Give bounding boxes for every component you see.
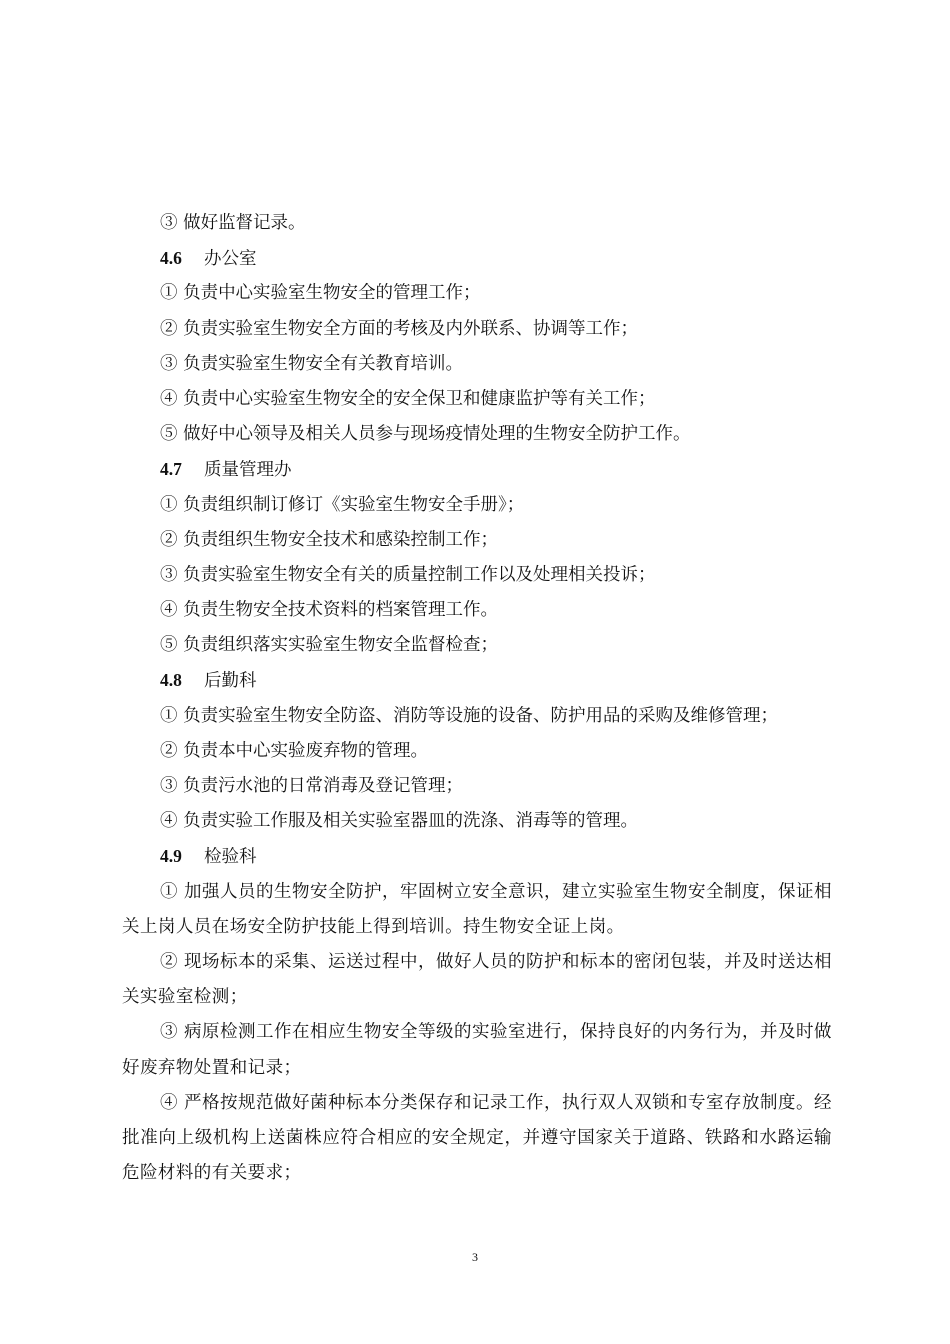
list-item: ① 负责中心实验室生物安全的管理工作； <box>160 283 481 304</box>
list-item: ② 负责实验室生物安全方面的考核及内外联系、协调等工作； <box>160 318 639 339</box>
list-item: ② 负责组织生物安全技术和感染控制工作； <box>160 529 499 550</box>
list-item: ③ 做好监督记录。 <box>160 213 306 233</box>
paragraph-item: ② 现场标本的采集、运送过程中，做好人员的防护和标本的密闭包装，并及时送达相关实验室检测； <box>122 951 832 1008</box>
section-title: 后勤科 <box>204 671 257 692</box>
section-number: 4.9 <box>160 846 182 867</box>
list-item: ① 负责组织制订修订《实验室生物安全手册》； <box>160 494 525 515</box>
list-item: ① 负责实验室生物安全防盗、消防等设施的设备、防护用品的采购及维修管理； <box>160 705 779 726</box>
paragraph-item: ④ 严格按规范做好菌种标本分类保存和记录工作，执行双人双锁和专室存放制度。经批准向上级机构上送菌株应符合相应的安全规定，并遵守国家关于道路、铁路和水路运输危险材料的有关要求； <box>122 1092 832 1184</box>
section-heading-4-7 <box>122 452 832 487</box>
section-title: 办公室 <box>204 249 257 270</box>
paragraph-item: ① 加强人员的生物安全防护，牢固树立安全意识，建立实验室生物安全制度，保证相关上岗人员在场安全防护技能上得到培训。持生物安全证上岗。 <box>122 881 832 937</box>
list-item: ④ 负责生物安全技术资料的档案管理工作。 <box>160 600 499 621</box>
section-number: 4.8 <box>160 670 182 691</box>
list-item: ③ 负责实验室生物安全有关的质量控制工作以及处理相关投诉； <box>160 564 656 585</box>
list-item: ④ 负责中心实验室生物安全的安全保卫和健康监护等有关工作； <box>160 388 656 409</box>
list-item: ⑤ 负责组织落实实验室生物安全监督检查； <box>160 635 499 656</box>
list-item: ③ 负责实验室生物安全有关教育培训。 <box>160 353 464 374</box>
paragraph-item: ③ 病原检测工作在相应生物安全等级的实验室进行，保持良好的内务行为，并及时做好废弃物处置和记录； <box>122 1022 832 1078</box>
section-heading-4-9 <box>122 839 832 874</box>
list-item: ② 负责本中心实验废弃物的管理。 <box>160 740 429 761</box>
list-item: ⑤ 做好中心领导及相关人员参与现场疫情处理的生物安全防护工作。 <box>160 424 691 445</box>
section-number: 4.6 <box>160 248 182 269</box>
section-heading-4-6 <box>122 241 832 276</box>
section-heading-4-8 <box>122 663 832 698</box>
page-body <box>122 206 832 1191</box>
list-item: ③ 负责污水池的日常消毒及登记管理； <box>160 776 464 796</box>
section-number: 4.7 <box>160 459 182 480</box>
list-item: ④ 负责实验工作服及相关实验室器皿的洗涤、消毒等的管理。 <box>160 811 639 832</box>
section-title: 检验科 <box>204 847 257 868</box>
page-number: 3 <box>472 1250 478 1264</box>
section-title: 质量管理办 <box>204 460 292 481</box>
